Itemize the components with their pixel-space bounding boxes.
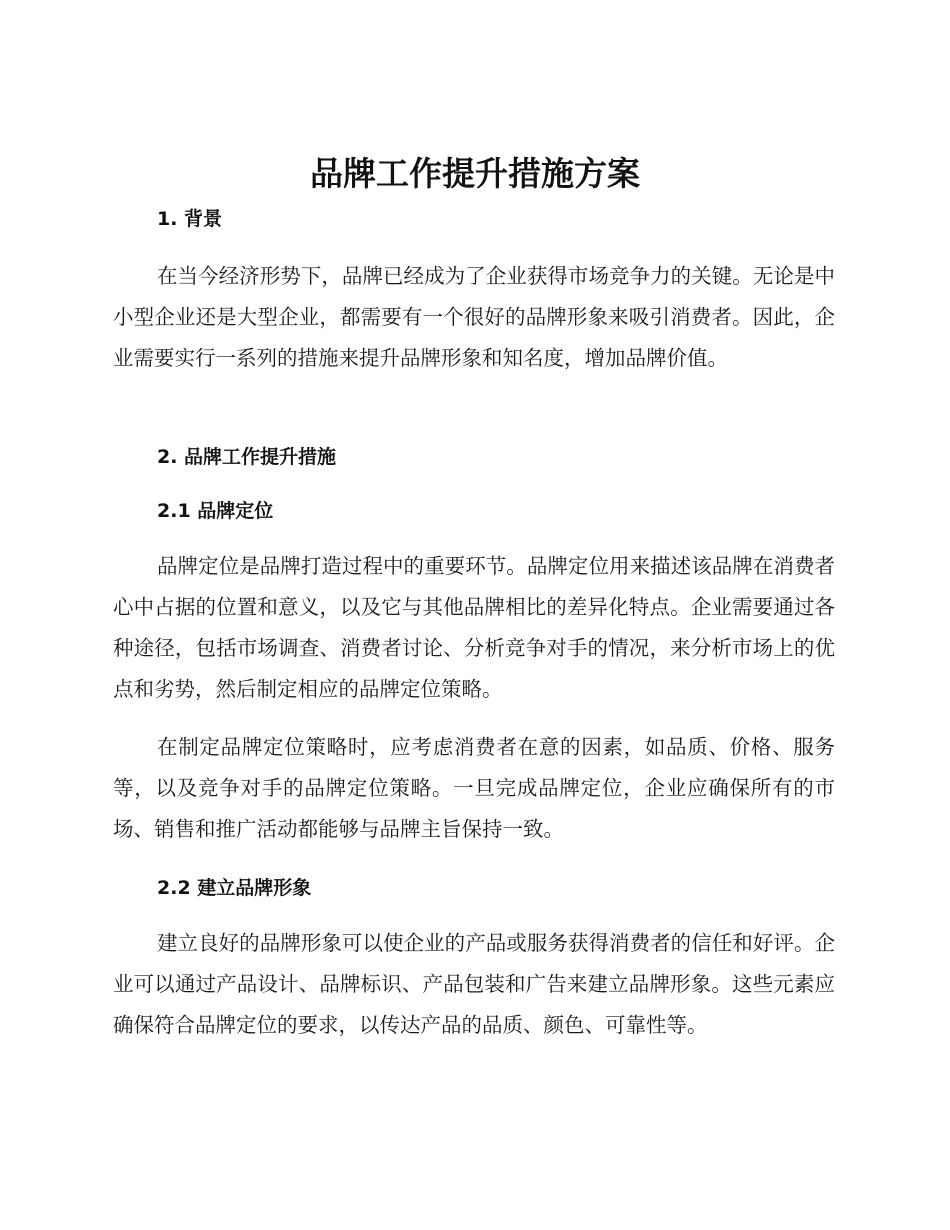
paragraph-brand-image: 建立良好的品牌形象可以使企业的产品或服务获得消费者的信任和好评。企业可以通过产品设计、品牌标识、产品包装和广告来建立品牌形象。这些元素应确保符合品牌定位的要求，以传达产品的品质、颜色、可靠性等。	[113, 931, 835, 1037]
section-heading-measures: 2. 品牌工作提升措施	[157, 446, 337, 468]
section-heading-brand-image: 2.2 建立品牌形象	[157, 877, 312, 899]
document-title: 品牌工作提升措施方案	[310, 154, 640, 193]
paragraph-brand-positioning-1: 品牌定位是品牌打造过程中的重要环节。品牌定位用来描述该品牌在消费者心中占据的位置和意义，以及它与其他品牌相比的差异化特点。企业需要通过各种途径，包括市场调查、消费者讨论、分析竞争对手的情况，来分析市场上的优点和劣势，然后制定相应的品牌定位策略。	[113, 554, 835, 701]
section-heading-background: 1. 背景	[157, 208, 223, 230]
section-heading-brand-positioning: 2.1 品牌定位	[157, 500, 274, 522]
paragraph-brand-positioning-2: 在制定品牌定位策略时，应考虑消费者在意的因素，如品质、价格、服务等，以及竞争对手的品牌定位策略。一旦完成品牌定位，企业应确保所有的市场、销售和推广活动都能够与品牌主旨保持一致。	[113, 735, 835, 841]
paragraph-background: 在当今经济形势下，品牌已经成为了企业获得市场竞争力的关键。无论是中小型企业还是大型企业，都需要有一个很好的品牌形象来吸引消费者。因此，企业需要实行一系列的措施来提升品牌形象和知名度，增加品牌价值。	[113, 264, 835, 370]
